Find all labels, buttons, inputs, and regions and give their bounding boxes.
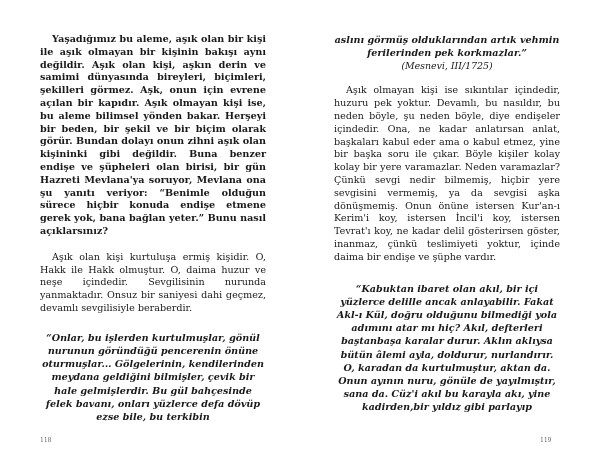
answer-paragraph: Aşık olan kişi kurtuluşa ermiş kişidir. O, Hakk ile Hakk olmuştur. O, daima huzur ve neşe içindedir. Sevgilisinin nurunda yanmaktadır. Onsuz bir saniyesi dahi geçmez, devamlı sevgilisiyle beraberdir. xyxy=(40,251,266,314)
page-number-left: 118 xyxy=(40,437,52,444)
right-page xyxy=(300,0,600,463)
mesnevi-quote-2: “Kabuktan ibaret olan akıl, bir içi yüzlerce delille ancak anlayabilir. Fakat Akl-ı Kül, doğru olduğunu bilmediği yola adımını atar mı hiç? Akıl, defterleri baştanbaşa karalar durur. Aklın aklıysa bütün âlemi ayla, doldurur, nurlandırır. O, karadan da kurtulmuştur, aktan da. Onun ayının nuru, gönüle de yayılmıştır, sana da. Cüz'i akıl bu karayla akı, yine kadirden,bir yıldız gibi parlayıp xyxy=(336,283,558,414)
mesnevi-quote: “Onlar, bu işlerden kurtulmuşlar, gönül nurunun göründüğü pencerenin önüne oturmuşlar... Gölgelerinin, kendilerinden meydana geldiğini bilmişler, çevik bir hale gelmişlerdir. Bu gül bahçesinde felek bavanı, onları yüzlerce defa dövüp ezse bile, bu terkibin xyxy=(42,332,264,423)
page-number-right: 119 xyxy=(540,437,552,444)
left-text-column xyxy=(40,34,266,424)
question-paragraph: Yaşadığımız bu aleme, aşık olan bir kişi ile aşık olmayan bir kişinin bakışı aynı değildir. Aşık olan kişi, aşkın derin ve samimi dünyasında bireyleri, biçimleri, şekilleri görmez. Aşk, onun için evrene açılan bir kapıdır. Aşık olmayan kişi ise, bu aleme bilimsel yönden bakar. Herşeyi bir beden, bir şekil ve bir biçim olarak görür. Bundan dolayı onun zihni aşık olan kişininki gibi değildir. Buna benzer endişe ve şüpheleri olan birisi, bir gün Hazreti Mevlana'ya soruyor, Mevlana ona şu yanıtı veriyor: “Benimle olduğun sürece hiçbir konuda endişe etmene gerek yok, bana bağlan yeter.” Bunu nasıl açıklarsınız? xyxy=(40,34,266,237)
quote-citation: (Mesnevi, III/1725) xyxy=(401,61,493,73)
quote-continuation: aslını görmüş olduklarından artık vehmin ferilerinden pek korkmazlar.” xyxy=(334,35,560,60)
body-paragraph: Aşık olmayan kişi ise sıkıntılar içindedir, huzuru pek yoktur. Devamlı, bu nasıldır, bu neden böyle, şu neden böyle, diye endişeler içindedir. Ona, ne kadar anlatırsan anlat, başkaları kabul eder ama o kabul etmez, yine bir başka soru ile çıkar. Böyle kişiler kolay kolay bir yere varamazlar. Neden varamazlar? Çünkü sevgi nedir bilmemiş, hiçbir yere sevgisini vermemiş, ya da sevgisi aşka dönüşmemiş. Onun önüne istersen Kur'an-ı Kerim'i koy, istersen İncil'i koy, istersen Tevrat'ı koy, ne kadar delil gösterirsen göster, inanmaz, çünkü teslimiyeti yoktur, içinde daima bir endişe ve şüphe vardır. xyxy=(334,85,560,263)
right-text-column xyxy=(334,34,560,415)
